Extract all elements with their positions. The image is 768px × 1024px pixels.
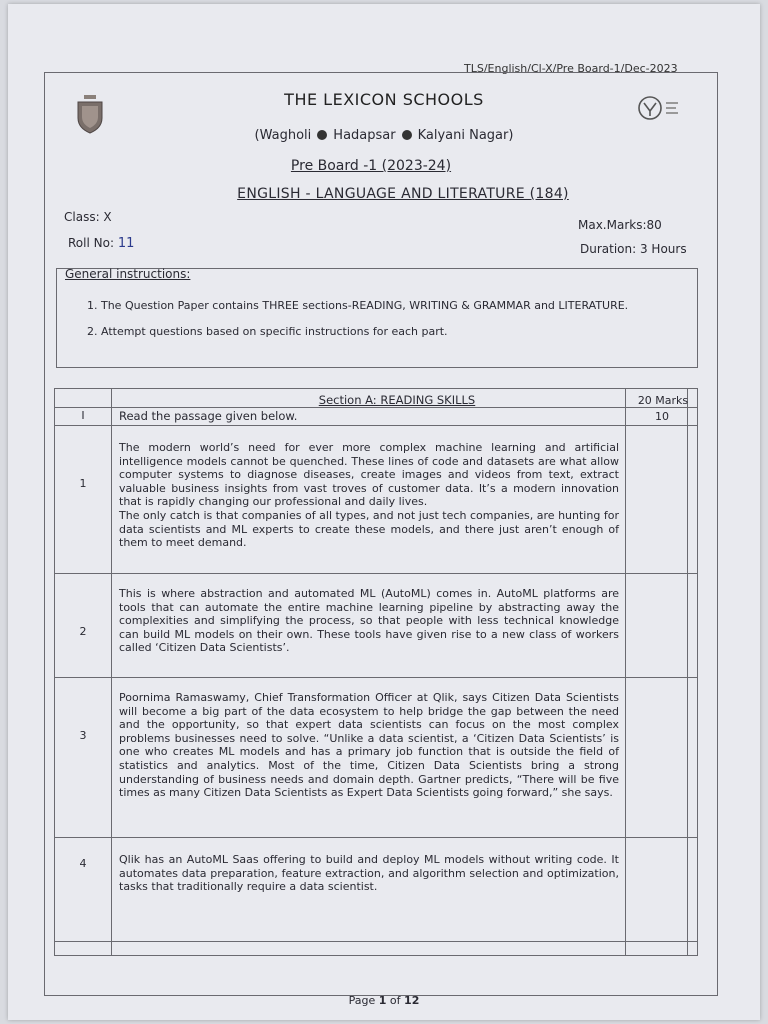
- duration: Duration: 3 Hours: [580, 242, 687, 256]
- instruction-item: 2. Attempt questions based on specific instructions for each part.: [87, 325, 448, 338]
- branch-name: Wagholi: [259, 128, 312, 143]
- roll-label: Roll No:: [68, 236, 114, 250]
- paper-reference-code: TLS/English/Cl-X/Pre Board-1/Dec-2023: [464, 62, 678, 75]
- paragraph-number: 4: [79, 857, 87, 870]
- table-divider: [55, 407, 697, 408]
- branch-name: Kalyani Nagar: [417, 128, 509, 143]
- max-marks: Max.Marks:80: [578, 218, 662, 232]
- class-label: Class: X: [64, 210, 112, 224]
- roll-number: [68, 236, 134, 251]
- passage-text: Qlik has an AutoML Saas offering to build and deploy ML models without writing code. It automates data preparation, feature extraction, and algorithm selection and optimization, tasks that traditionally require a data scientist.: [119, 853, 619, 894]
- passage-text: The only catch is that companies of all types, and not just tech companies, are hunting for data scientists and ML experts to create these models, and there just aren’t enough of them to meet demand.: [119, 508, 619, 550]
- paragraph-number: 2: [79, 625, 87, 638]
- roll-value: 11: [117, 236, 135, 251]
- table-divider: [55, 677, 697, 678]
- instruction-item: 1. The Question Paper contains THREE sections-READING, WRITING & GRAMMAR and LITERATURE.: [87, 299, 629, 312]
- question-table: [54, 388, 698, 956]
- passage-paragraph: [119, 691, 619, 800]
- table-divider: [55, 425, 697, 426]
- school-name: THE LEXICON SCHOOLS: [284, 90, 484, 109]
- passage-text: The modern world’s need for ever more complex machine learning and artificial intelligence models cannot be quenched. These lines of code and datasets are what allow computer systems to diagnose diseases, create images and videos from text, extract valuable business insights from vast troves of customer data. It’s a modern innovation that is rapidly changing our professional and daily lives.: [119, 441, 619, 509]
- branch-list: (Wagholi Hadapsar Kalyani Nagar): [254, 128, 514, 143]
- page-middle: of: [386, 994, 405, 1007]
- paragraph-number: 3: [79, 729, 87, 742]
- exam-title: Pre Board -1 (2023-24): [290, 158, 452, 174]
- branch-name: Hadapsar: [333, 128, 396, 143]
- bullet-dot: [402, 130, 412, 140]
- passage-paragraph: [119, 853, 619, 894]
- section-marks: 20 Marks: [637, 394, 689, 407]
- passage-text: Poornima Ramaswamy, Chief Transformation Officer at Qlik, says Citizen Data Scientists will become a big part of the data ecosystem to help bridge the gap between the need and the opportunity, so that expert data scientists can focus on the most complex problems businesses need to solve. “Unlike a data scientist, a ‘Citizen Data Scientists’ is one who creates ML models and has a primary job function that is outside the field of statistics and analytics. Most of the time, Citizen Data Scientists bring a strong understanding of business needs and domain depth. Gartner predicts, “There will be five times as many Citizen Data Scientists as Expert Data Scientists going forward,” she says.: [119, 691, 619, 800]
- table-divider: [55, 941, 697, 942]
- page-number: [0, 994, 768, 1007]
- subject-title: ENGLISH - LANGUAGE AND LITERATURE (184): [237, 186, 569, 202]
- table-divider: [111, 389, 112, 955]
- table-divider: [55, 837, 697, 838]
- instructions-title: General instructions:: [65, 267, 191, 281]
- passage-text: This is where abstraction and automated ML (AutoML) comes in. AutoML platforms are tools that can automate the entire machine learning pipeline by abstracting away the complexities and simplifying the process, so that people with less technical knowledge can build ML models on their own. These tools have given rise to a new class of workers called ‘Citizen Data Scientists’.: [119, 587, 619, 655]
- question-marks: 10: [655, 410, 669, 423]
- page-total: 12: [404, 994, 420, 1007]
- passage-paragraph: [119, 587, 619, 655]
- table-divider: [55, 573, 697, 574]
- page-prefix: Page: [348, 994, 379, 1007]
- section-title: Section A: READING SKILLS: [318, 393, 476, 407]
- instructions-box: [56, 268, 698, 368]
- bullet-dot: [317, 130, 327, 140]
- question-number: I: [81, 409, 85, 422]
- passage-paragraph: [119, 441, 619, 550]
- table-divider: [687, 389, 688, 955]
- page-current: 1: [378, 994, 387, 1007]
- question-text: Read the passage given below.: [119, 409, 298, 423]
- paragraph-number: 1: [79, 477, 87, 490]
- table-divider: [625, 389, 626, 955]
